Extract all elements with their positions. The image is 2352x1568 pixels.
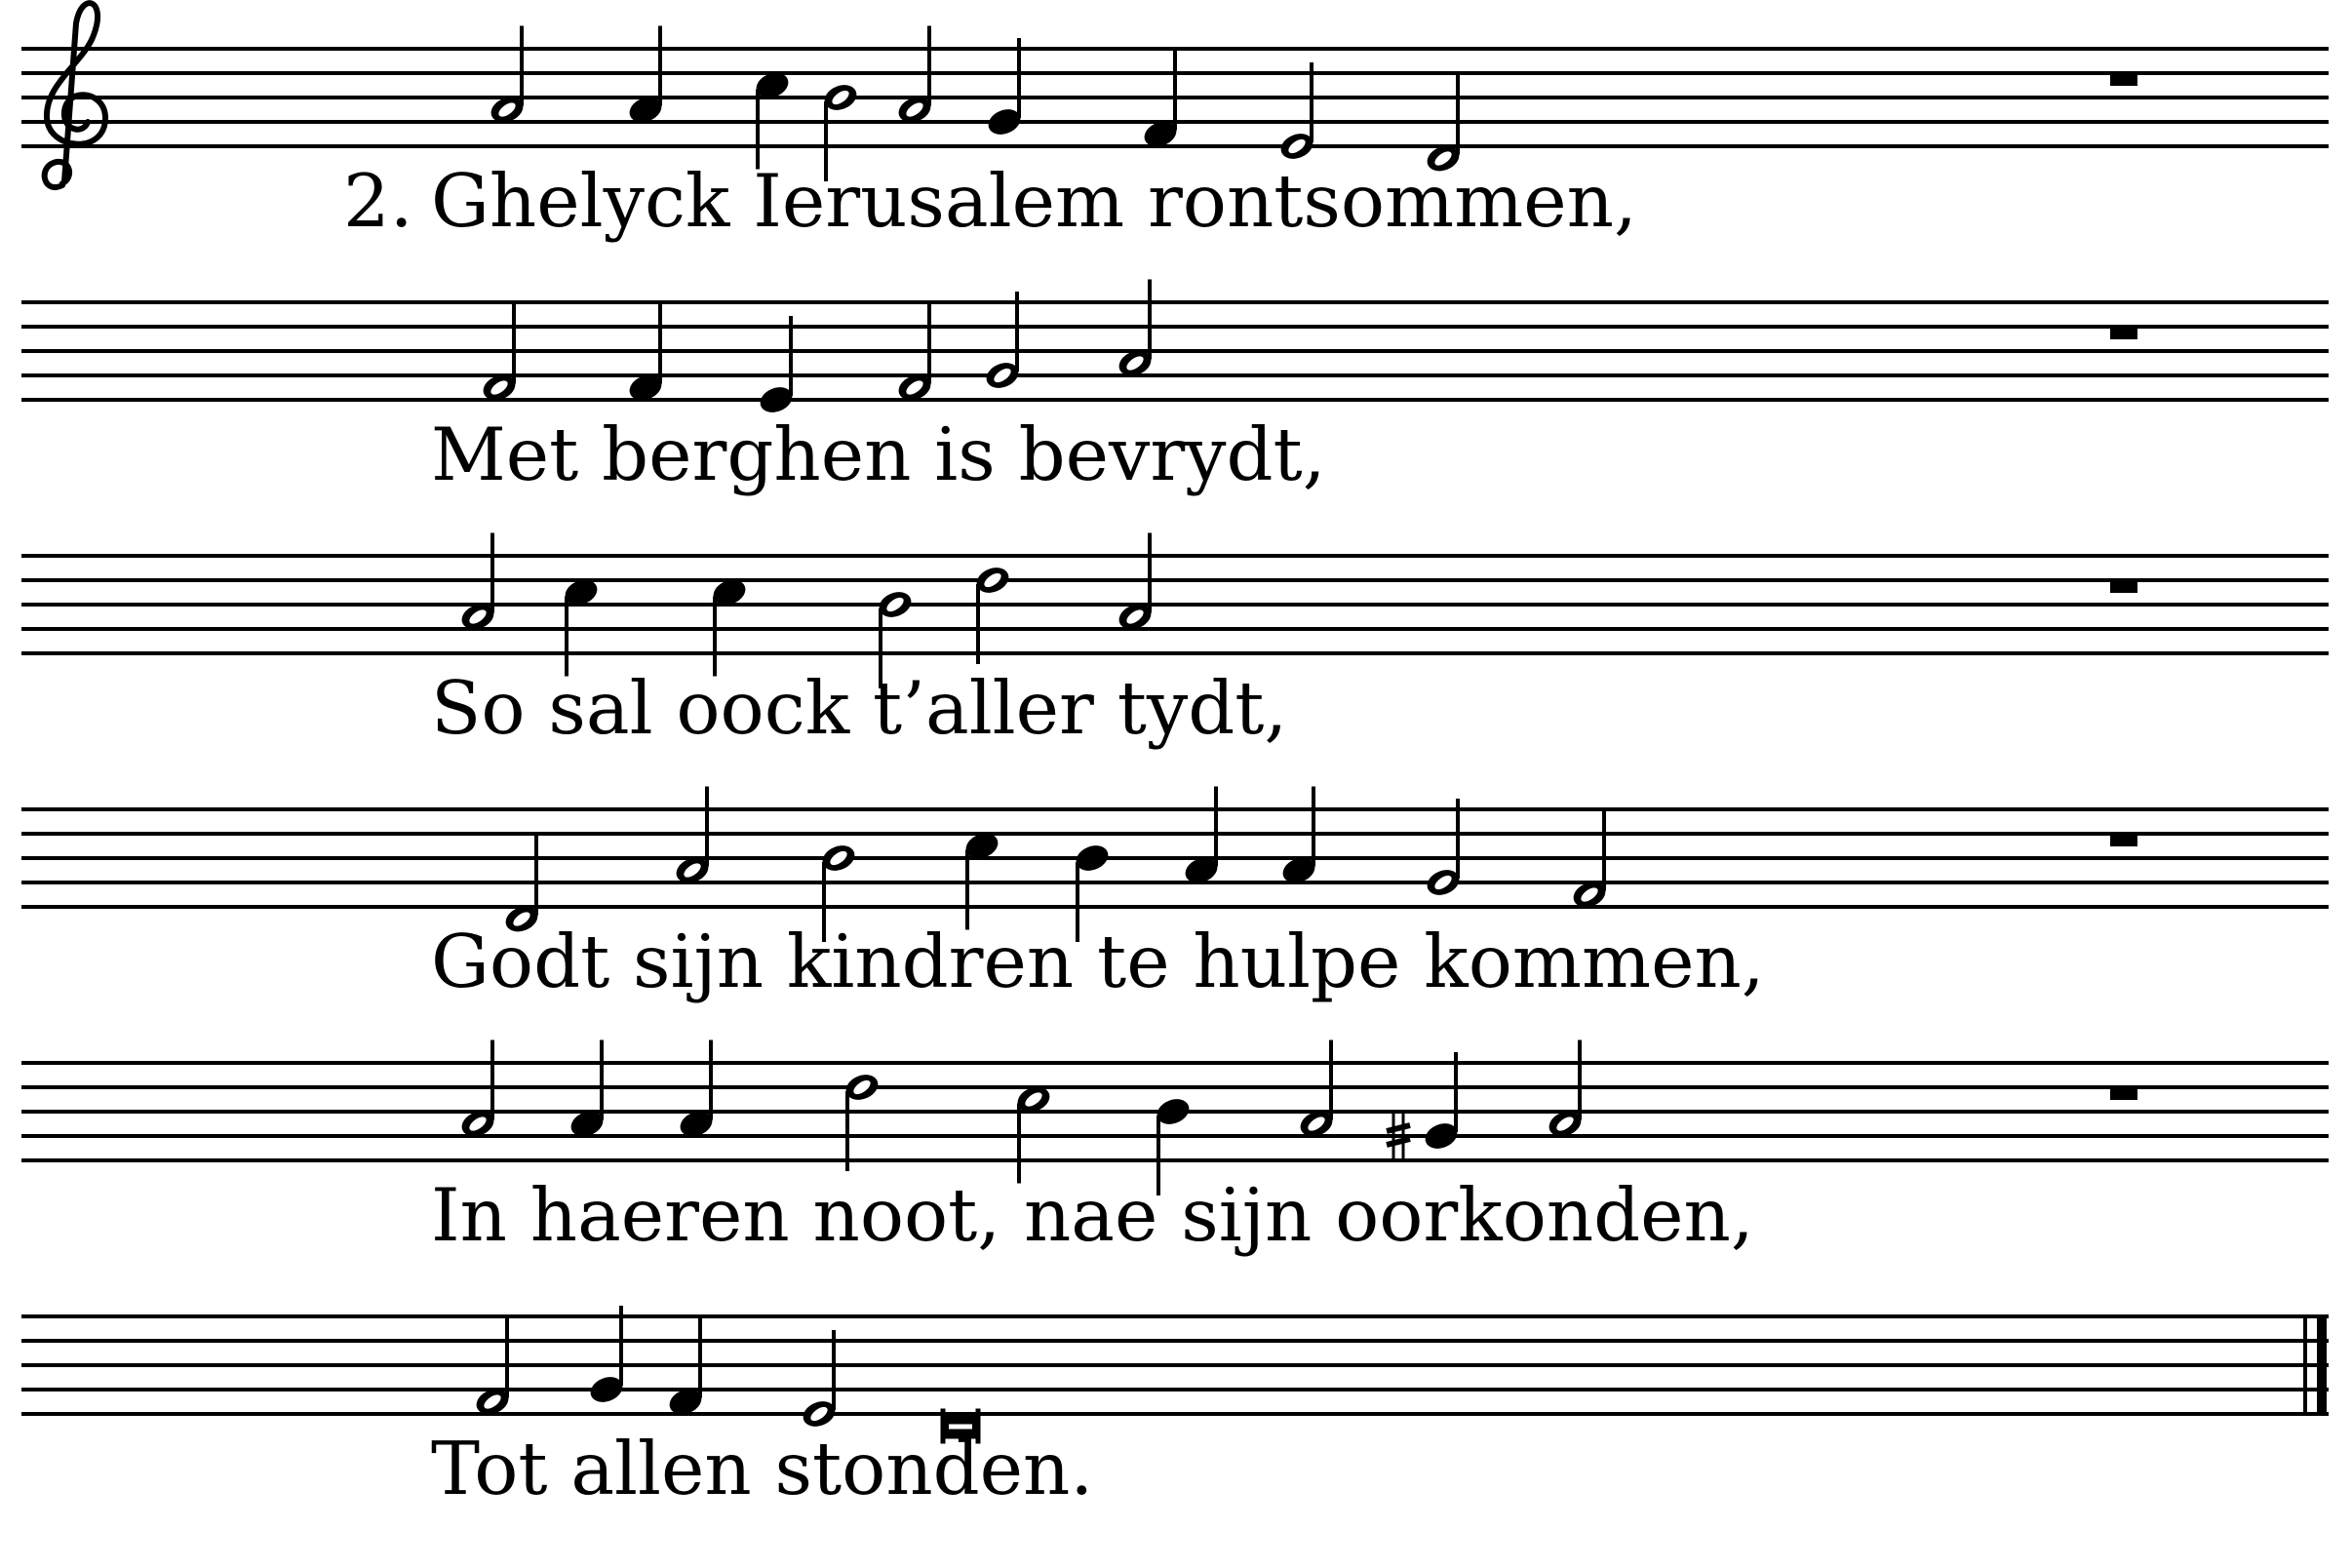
note — [1546, 1040, 1586, 1141]
half-rest — [2110, 73, 2137, 86]
note — [973, 564, 1013, 664]
note — [480, 304, 520, 405]
half-rest — [2110, 834, 2137, 846]
lyric-line: Godt sijn kindren te hulpe kommen, — [431, 919, 1765, 1004]
note — [757, 316, 797, 416]
note — [458, 533, 498, 634]
staff-system — [21, 809, 2329, 907]
staff-system — [21, 556, 2329, 653]
note — [753, 68, 793, 169]
note — [666, 1318, 706, 1419]
half-rest — [2110, 327, 2137, 339]
note — [626, 304, 666, 405]
note — [1279, 787, 1319, 887]
note — [1387, 1052, 1461, 1161]
lyric-line: In haeren noot, nae sijn oorkonden, — [431, 1172, 1754, 1258]
note — [587, 1306, 627, 1406]
final-barline-thick — [2317, 1314, 2327, 1416]
note — [895, 304, 935, 405]
note — [673, 787, 713, 887]
note — [962, 829, 1002, 929]
note — [710, 575, 750, 676]
staff-system — [21, 1314, 2329, 1416]
half-rest — [2110, 1087, 2137, 1100]
lyric-line: So sal oock t’aller tydt, — [431, 665, 1288, 751]
verse-number: 2. — [343, 158, 413, 244]
note — [1277, 62, 1317, 163]
note — [1570, 811, 1610, 912]
note — [473, 1318, 513, 1419]
note — [843, 1071, 882, 1171]
note — [895, 26, 935, 127]
note — [1116, 533, 1156, 634]
note — [568, 1040, 608, 1141]
half-rest — [2110, 580, 2137, 593]
note — [1141, 51, 1181, 151]
note — [562, 575, 602, 676]
note — [1014, 1082, 1054, 1183]
lyric-line: Met berghen is bevrydt, — [431, 412, 1326, 497]
note — [983, 292, 1023, 392]
staff-system — [21, 302, 2329, 400]
note — [800, 1330, 840, 1431]
treble-clef-icon — [45, 3, 105, 187]
note — [1297, 1040, 1337, 1141]
lyric-line: Ghelyck Ierusalem rontsommen, — [431, 158, 1637, 244]
note — [985, 38, 1025, 138]
note — [458, 1040, 498, 1141]
note — [1424, 799, 1464, 899]
note — [626, 26, 666, 127]
note — [1116, 280, 1156, 380]
note — [1182, 787, 1222, 887]
lyric-line: Tot allen stonden. — [431, 1426, 1094, 1511]
note — [488, 26, 528, 127]
note — [677, 1040, 717, 1141]
